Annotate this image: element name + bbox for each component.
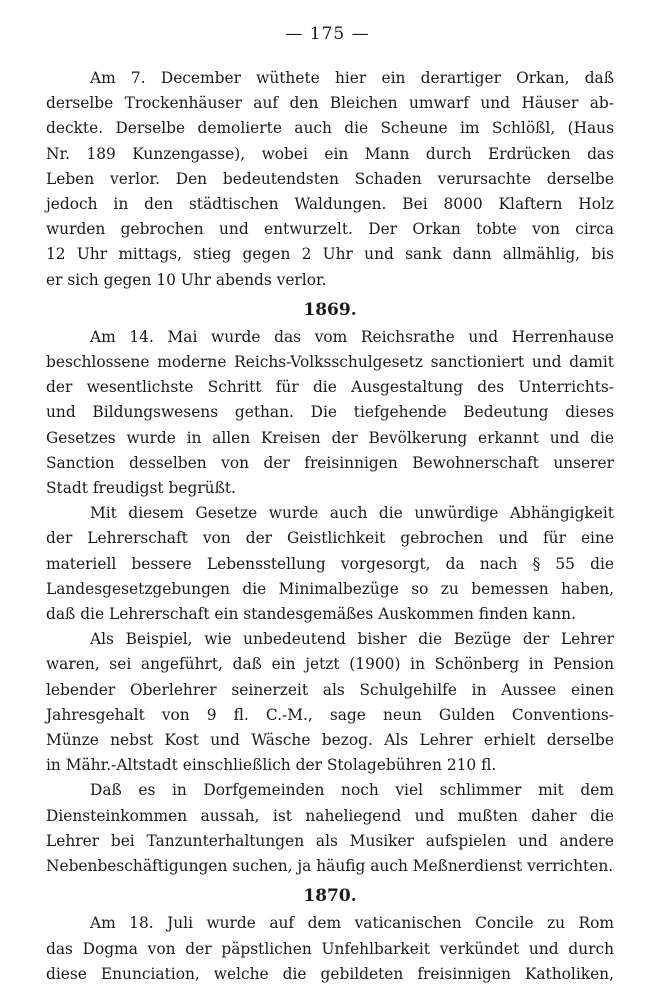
text-line: er sich gegen 10 Uhr abends verlor. [46,270,327,289]
text-line: Leben verlor. Den bedeutendsten Schaden verursachte derselbe [46,169,614,188]
text-line: Lehrer bei Tanzunterhaltungen als Musiker aufspielen und andere [46,831,614,850]
text-line: der wesentlichste Schritt für die Ausgestaltung des Unterrichts- [46,378,614,397]
text-line: in Mähr.-Altstadt einschließlich der Stolagebühren 210 fl. [46,756,497,775]
text-line: materiell bessere Lebensstellung vorgesorgt, da nach § 55 die [46,554,614,573]
text-line: das Dogma von der päpstlichen Unfehlbarkeit verkündet und durch [46,939,614,958]
text-line: Stadt freudigst begrüßt. [46,479,236,498]
text-line: Am 14. Mai wurde das vom Reichsrathe und Herrenhause [90,327,614,346]
text-line: wurden gebrochen und entwurzelt. Der Orkan tobte von circa [46,220,614,239]
text-line: Münze nebst Kost und Wäsche bezog. Als Lehrer erhielt derselbe [46,731,614,750]
paragraph-lehrerschaft [46,501,614,627]
paragraph-dorfgemeinden [46,778,614,879]
year-heading-1869: 1869. [303,299,357,320]
page-text [46,66,614,987]
year-heading-1870: 1870. [303,886,357,907]
text-line: Landesgesetzgebungen die Minimalbezüge so zu bemessen haben, [46,579,614,598]
text-line: Nr. 189 Kunzengasse), wobei ein Mann durch Erdrücken das [46,144,614,163]
text-line: Nebenbeschäftigungen suchen, ja häufig auch Meßnerdienst verrichten. [46,857,614,876]
text-line: waren, sei angeführt, daß ein jetzt (1900) in Schönberg in Pension [46,655,614,674]
text-line: Gesetzes wurde in allen Kreisen der Bevölkerung erkannt und die [46,428,614,447]
text-line: beschlossene moderne Reichs-Volksschulgesetz sanctioniert und damit [46,353,614,372]
text-line: Jahresgehalt von 9 fl. C.-M., sage neun Gulden Conventions- [46,705,614,724]
text-line: diese Enunciation, welche die gebildeten freisinnigen Katholiken, [46,964,614,983]
text-line: Am 7. December wüthete hier ein derartiger Orkan, daß [90,69,614,87]
paragraph-concil [46,911,614,987]
text-line: Als Beispiel, wie unbedeutend bisher die Bezüge der Lehrer [90,630,614,649]
paragraph-volksschulgesetz [46,325,614,501]
text-line: daß die Lehrerschaft ein standesgemäßes Auskommen finden kann. [46,605,576,624]
text-line: jedoch in den städtischen Waldungen. Bei 8000 Klaftern Holz [46,195,614,214]
text-line: Am 18. Juli wurde auf dem vaticanischen Concile zu Rom [90,914,614,933]
text-line: Daß es in Dorfgemeinden noch viel schlimmer mit dem [90,781,614,800]
paragraph-orkan [46,66,614,293]
text-line: lebender Oberlehrer seinerzeit als Schulgehilfe in Aussee einen [46,680,614,699]
text-line: derselbe Trockenhäuser auf den Bleichen umwarf und Häuser ab- [46,94,614,113]
text-line: und Bildungswesens gethan. Die tiefgehende Bedeutung dieses [46,403,614,422]
text-line: Sanction desselben von der freisinnigen Bewohnerschaft unserer [46,453,614,472]
text-line: deckte. Derselbe demolierte auch die Scheune im Schlößl, (Haus [46,119,614,138]
paragraph-beispiel [46,627,614,778]
text-line: Mit diesem Gesetze wurde auch die unwürdige Abhängigkeit [90,504,614,523]
page-number: — 175 — [285,24,370,44]
text-line: der Lehrerschaft von der Geistlichkeit gebrochen und für eine [46,529,614,548]
text-line: 12 Uhr mittags, stieg gegen 2 Uhr und sank dann allmählig, bis [46,245,614,264]
text-line: Diensteinkommen aussah, ist naheliegend und mußten daher die [46,806,614,825]
